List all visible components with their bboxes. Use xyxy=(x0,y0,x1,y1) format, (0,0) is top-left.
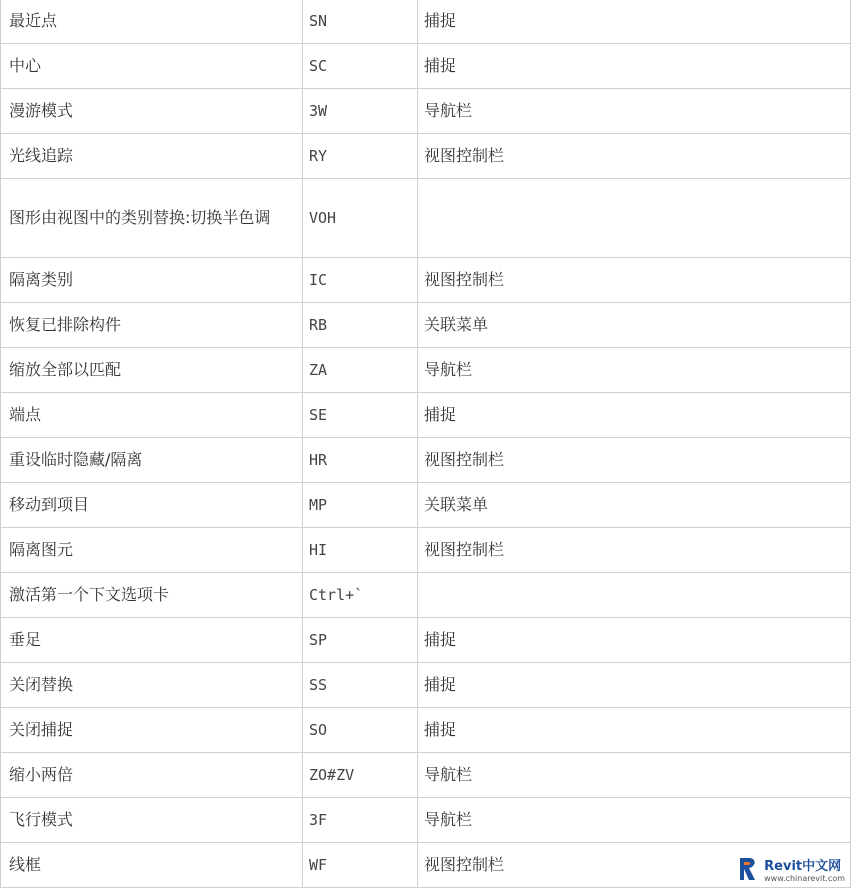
table-row xyxy=(1,528,851,573)
table-row xyxy=(1,798,851,843)
shortcut-key-cell: HR xyxy=(303,438,418,483)
table-row xyxy=(1,393,851,438)
table-row xyxy=(1,753,851,798)
shortcut-key-cell: SC xyxy=(303,44,418,89)
table-row xyxy=(1,44,851,89)
command-name-cell: 端点 xyxy=(1,393,303,438)
command-name-cell: 图形由视图中的类别替换:切换半色调 xyxy=(1,179,303,258)
table-row xyxy=(1,573,851,618)
shortcut-key-cell: ZO#ZV xyxy=(303,753,418,798)
shortcut-key-cell: SS xyxy=(303,663,418,708)
table-row xyxy=(1,618,851,663)
location-cell: 视图控制栏 xyxy=(418,258,851,303)
command-name-cell: 缩小两倍 xyxy=(1,753,303,798)
location-cell xyxy=(418,179,851,258)
shortcut-key-cell: MP xyxy=(303,483,418,528)
command-name-cell: 线框 xyxy=(1,843,303,888)
watermark-brand-text: Revit中文网 xyxy=(764,859,842,874)
shortcut-key-cell: SP xyxy=(303,618,418,663)
shortcut-key-cell: RB xyxy=(303,303,418,348)
table-row xyxy=(1,303,851,348)
command-name-cell: 移动到项目 xyxy=(1,483,303,528)
table-row xyxy=(1,134,851,179)
location-cell: 视图控制栏 xyxy=(418,528,851,573)
command-name-cell: 激活第一个下文选项卡 xyxy=(1,573,303,618)
location-cell: 关联菜单 xyxy=(418,303,851,348)
location-cell: 捕捉 xyxy=(418,618,851,663)
shortcut-key-cell: SE xyxy=(303,393,418,438)
table-row xyxy=(1,483,851,528)
shortcut-key-cell: IC xyxy=(303,258,418,303)
shortcut-key-cell: 3W xyxy=(303,89,418,134)
command-name-cell: 关闭替换 xyxy=(1,663,303,708)
table-row xyxy=(1,0,851,44)
command-name-cell: 垂足 xyxy=(1,618,303,663)
location-cell: 关联菜单 xyxy=(418,483,851,528)
shortcut-key-cell: SO xyxy=(303,708,418,753)
location-cell: 捕捉 xyxy=(418,663,851,708)
command-name-cell: 飞行模式 xyxy=(1,798,303,843)
command-name-cell: 中心 xyxy=(1,44,303,89)
table-row xyxy=(1,663,851,708)
command-name-cell: 重设临时隐藏/隔离 xyxy=(1,438,303,483)
location-cell: 捕捉 xyxy=(418,393,851,438)
shortcut-table-body xyxy=(1,0,851,888)
table-row xyxy=(1,843,851,888)
revit-logo-icon xyxy=(736,856,760,887)
table-row xyxy=(1,348,851,393)
location-cell: 捕捉 xyxy=(418,708,851,753)
command-name-cell: 隔离类别 xyxy=(1,258,303,303)
site-watermark xyxy=(736,856,845,887)
command-name-cell: 漫游模式 xyxy=(1,89,303,134)
shortcut-key-cell: 3F xyxy=(303,798,418,843)
table-row xyxy=(1,438,851,483)
watermark-url-text: www.chinarevit.com xyxy=(764,874,845,883)
table-row xyxy=(1,179,851,258)
shortcut-key-cell: RY xyxy=(303,134,418,179)
command-name-cell: 恢复已排除构件 xyxy=(1,303,303,348)
location-cell: 视图控制栏 xyxy=(418,438,851,483)
location-cell xyxy=(418,573,851,618)
shortcut-key-cell: ZA xyxy=(303,348,418,393)
location-cell: 捕捉 xyxy=(418,0,851,44)
location-cell: 导航栏 xyxy=(418,348,851,393)
location-cell: 视图控制栏 xyxy=(418,134,851,179)
location-cell: 导航栏 xyxy=(418,753,851,798)
location-cell: 导航栏 xyxy=(418,798,851,843)
command-name-cell: 关闭捕捉 xyxy=(1,708,303,753)
shortcut-key-cell: VOH xyxy=(303,179,418,258)
table-row xyxy=(1,258,851,303)
command-name-cell: 缩放全部以匹配 xyxy=(1,348,303,393)
table-row xyxy=(1,708,851,753)
command-name-cell: 隔离图元 xyxy=(1,528,303,573)
location-cell: 视图控制栏 xyxy=(418,843,851,888)
location-cell: 导航栏 xyxy=(418,89,851,134)
location-cell: 捕捉 xyxy=(418,44,851,89)
command-name-cell: 最近点 xyxy=(1,0,303,44)
command-name-cell: 光线追踪 xyxy=(1,134,303,179)
shortcut-key-cell: HI xyxy=(303,528,418,573)
shortcut-key-cell: Ctrl+` xyxy=(303,573,418,618)
shortcut-key-cell: SN xyxy=(303,0,418,44)
table-row xyxy=(1,89,851,134)
shortcut-key-cell: WF xyxy=(303,843,418,888)
